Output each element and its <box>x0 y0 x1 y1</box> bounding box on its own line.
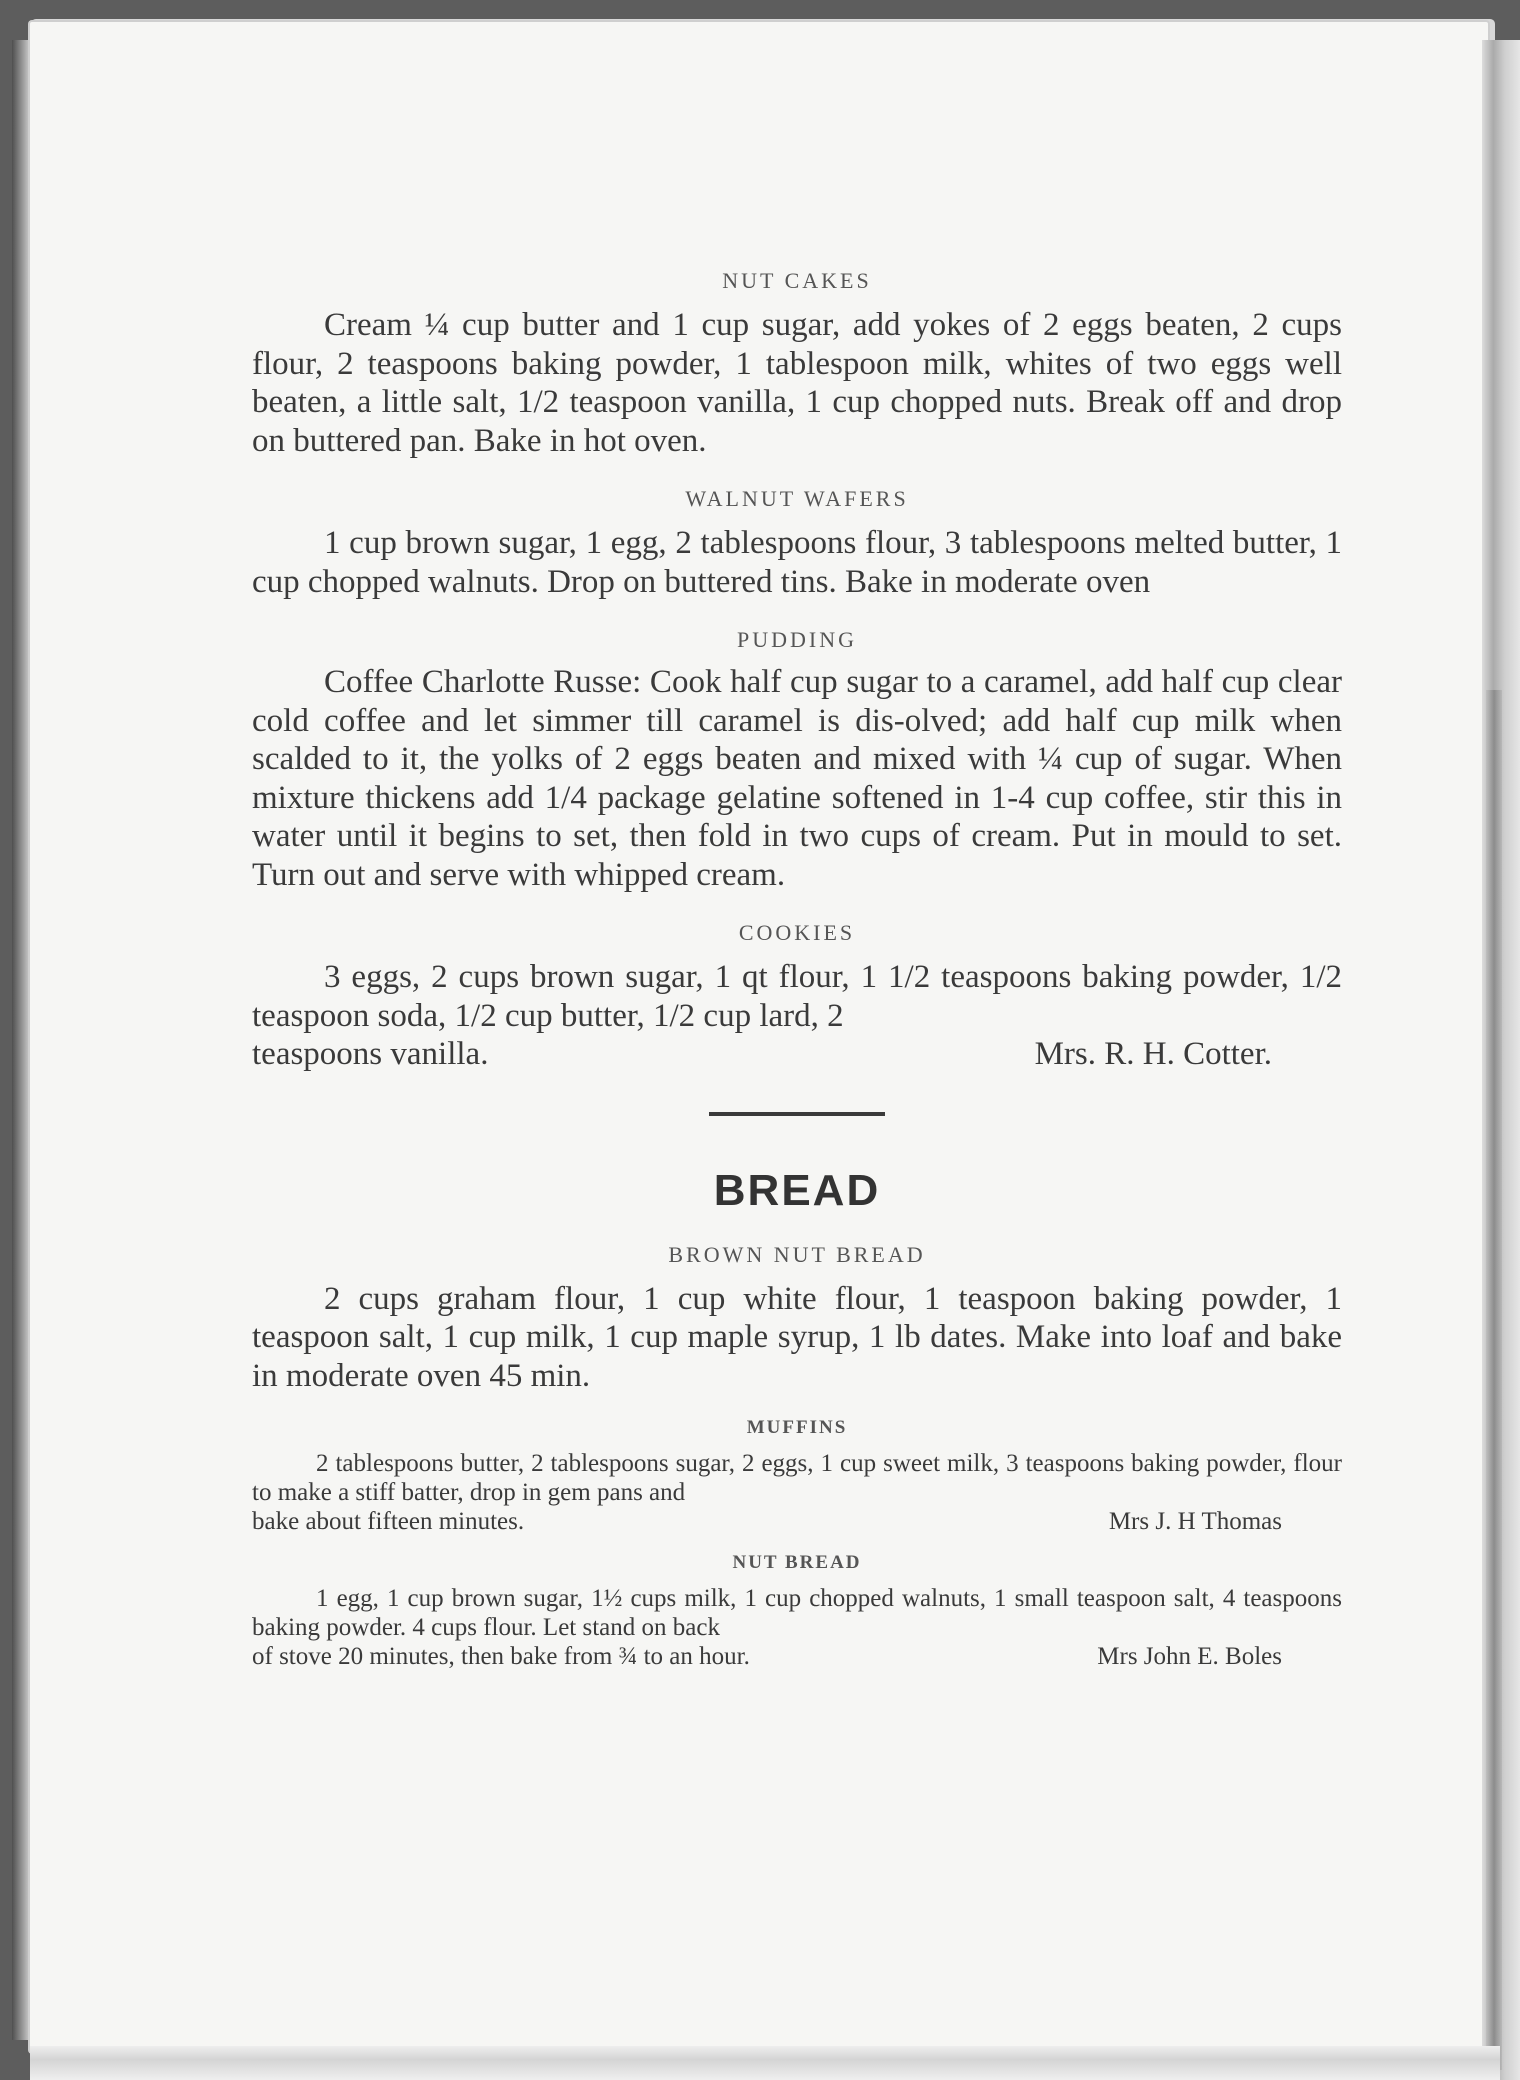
recipe-text: 2 tablespoons butter, 2 tablespoons sugar, 2 eggs, 1 cup sweet milk, 3 teaspoons baking powder, flour to make a stiff batter, drop in gem pans and <box>252 1450 1342 1506</box>
recipe-text: 1 cup brown sugar, 1 egg, 2 tablespoons flour, 3 tablespoons melted butter, 1 cup chopped walnuts. Drop on buttered tins. Bake in moderate oven <box>252 525 1342 600</box>
recipe-muffins <box>252 1417 1342 1536</box>
recipe-title: NUT BREAD <box>732 1552 862 1573</box>
recipe-text: 3 eggs, 2 cups brown sugar, 1 qt flour, 1 1/2 teaspoons baking powder, 1/2 teaspoon soda, 1/2 cup butter, 1/2 cup lard, 2 <box>252 959 1342 1034</box>
recipe-text: Coffee Charlotte Russe: Cook half cup sugar to a caramel, add half cup clear cold coffee and let simmer till caramel is dis-olved; add half cup milk when scalded to it, the yolks of 2 eggs beaten and mixed with ¼ cup of sugar. When mixture thickens add 1/4 package gelatine softened in 1-4 cup coffee, stir this in water until it begins to set, then fold in two cups of cream. Put in mould to set. Turn out and serve with whipped cream. <box>252 664 1342 893</box>
section-divider <box>709 1112 885 1116</box>
recipe-title: WALNUT WAFERS <box>685 486 909 511</box>
recipe-pudding <box>252 627 1342 894</box>
recipe-title: BROWN NUT BREAD <box>668 1241 926 1267</box>
section-heading: BREAD <box>713 1165 881 1215</box>
recipe-nut-cakes <box>252 268 1342 460</box>
page-edge-left <box>12 40 30 2040</box>
recipe-last-line: bake about fifteen minutes. <box>252 1508 525 1535</box>
recipe-nut-bread <box>252 1552 1342 1671</box>
recipe-signature: Mrs J. H Thomas <box>1108 1508 1282 1535</box>
recipe-title: MUFFINS <box>746 1417 848 1438</box>
page-edge-bottom <box>30 2046 1500 2080</box>
recipe-title: COOKIES <box>738 920 856 945</box>
recipe-brown-nut-bread <box>252 1242 1342 1396</box>
page-content <box>252 268 1342 1671</box>
recipe-signature-line <box>252 1507 1342 1536</box>
page-edge-shadow <box>1486 690 1502 2070</box>
recipe-last-line: of stove 20 minutes, then bake from ¾ to an hour. <box>252 1643 750 1670</box>
recipe-last-line: teaspoons vanilla. <box>252 1036 489 1072</box>
recipe-text: 1 egg, 1 cup brown sugar, 1½ cups milk, 1 cup chopped walnuts, 1 small teaspoon salt, 4 teaspoons baking powder. 4 cups flour. Let stand on back <box>252 1585 1342 1641</box>
recipe-title: NUT CAKES <box>722 268 872 293</box>
recipe-cookies <box>252 920 1342 1074</box>
recipe-walnut-wafers <box>252 486 1342 601</box>
recipe-text: 2 cups graham flour, 1 cup white flour, 1 teaspoon baking powder, 1 teaspoon salt, 1 cup milk, 1 cup maple syrup, 1 lb dates. Make into loaf and bake in moderate oven 45 min. <box>252 1280 1342 1394</box>
recipe-signature: Mrs John E. Boles <box>1097 1643 1282 1670</box>
recipe-signature: Mrs. R. H. Cotter. <box>1034 1036 1272 1072</box>
recipe-text: Cream ¼ cup butter and 1 cup sugar, add yokes of 2 eggs beaten, 2 cups flour, 2 teaspoons baking powder, 1 tablespoon milk, whites of two eggs well beaten, a little salt, 1/2 teaspoon vanilla, 1 cup chopped nuts. Break off and drop on buttered pan. Bake in hot oven. <box>252 307 1342 459</box>
recipe-title: PUDDING <box>737 627 857 652</box>
recipe-signature-line <box>252 1642 1342 1671</box>
recipe-signature-line <box>252 1035 1342 1074</box>
